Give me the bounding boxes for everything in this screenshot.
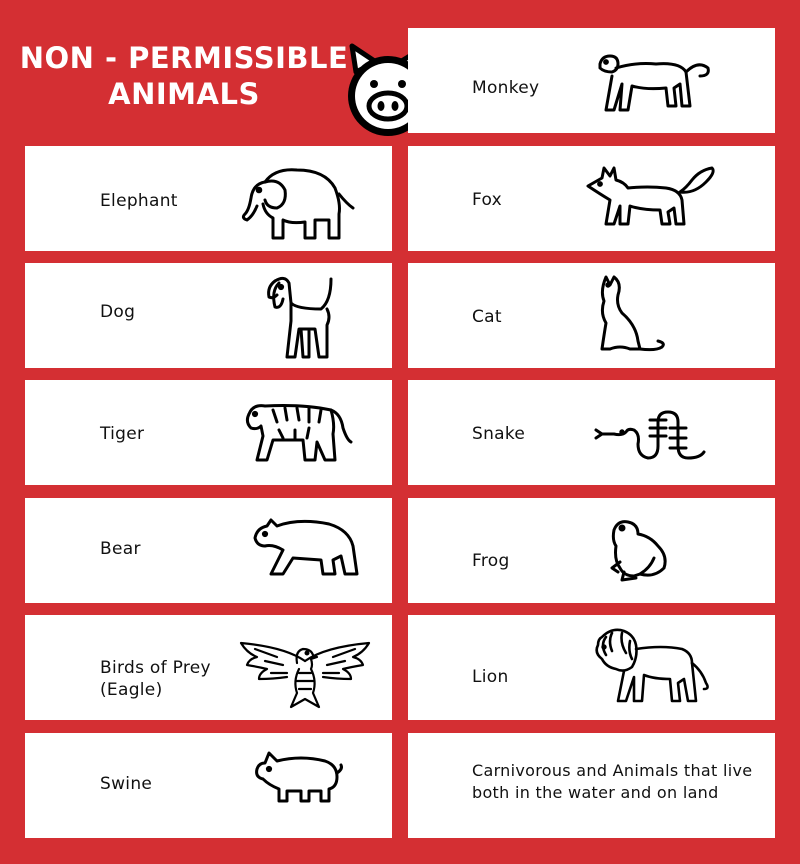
elephant-icon [235, 164, 360, 242]
animal-label-line-2: (Eagle) [100, 680, 163, 700]
animal-card-monkey [408, 28, 775, 133]
animal-card-bear [25, 498, 392, 603]
animal-card-frog [408, 498, 775, 603]
animal-label: Snake [472, 424, 526, 444]
animal-label: Tiger [100, 424, 145, 444]
bear-icon [249, 516, 361, 578]
tiger-icon [243, 400, 353, 466]
animal-label: Swine [100, 774, 153, 794]
note-line-1: Carnivorous and Animals that live [472, 761, 753, 780]
animal-label: Lion [472, 667, 509, 687]
animal-label: Monkey [472, 78, 540, 98]
title-line-1: NON - PERMISSIBLE [19, 41, 349, 75]
animal-card-elephant [25, 146, 392, 251]
pig-icon [253, 749, 345, 805]
animal-card-fox [408, 146, 775, 251]
animal-label-line-1: Birds of Prey [100, 658, 211, 678]
animal-card-lion [408, 615, 775, 720]
lion-icon [592, 627, 712, 705]
animal-label [100, 657, 211, 701]
animal-card-swine [25, 733, 392, 838]
note-card-carnivorous [408, 733, 775, 838]
dog-icon [261, 273, 341, 361]
animal-card-dog [25, 263, 392, 368]
monkey-icon [596, 54, 712, 114]
animal-label: Fox [472, 190, 503, 210]
title-line-2: ANIMALS [108, 77, 260, 111]
fox-icon [584, 164, 718, 228]
animal-card-eagle [25, 615, 392, 720]
animal-label: Bear [100, 539, 141, 559]
frog-icon [604, 516, 676, 584]
animal-label: Elephant [100, 191, 178, 211]
animal-card-tiger [25, 380, 392, 485]
animal-card-cat [408, 263, 775, 368]
page-title [14, 40, 354, 112]
eagle-icon [237, 637, 373, 711]
animal-label: Cat [472, 307, 502, 327]
cat-icon [596, 273, 670, 357]
snake-icon [594, 408, 708, 464]
animal-label: Dog [100, 302, 136, 322]
animal-card-snake [408, 380, 775, 485]
animal-label: Frog [472, 551, 510, 571]
note-text [472, 760, 752, 804]
note-line-2: both in the water and on land [472, 783, 719, 802]
